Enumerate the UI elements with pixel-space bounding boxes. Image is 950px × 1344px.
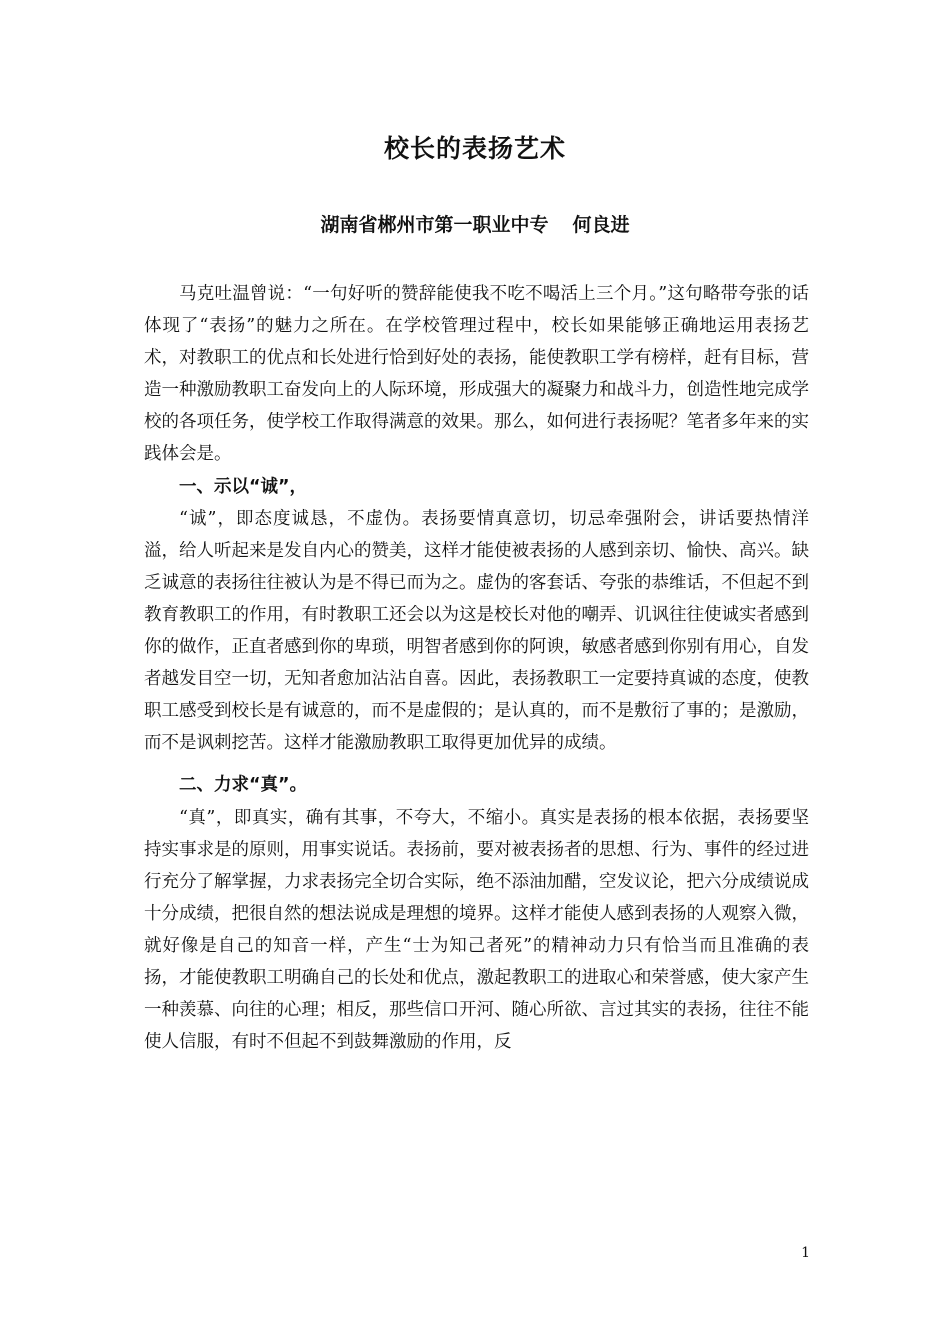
section-1-paragraph: “诚”，即态度诚恳，不虚伪。表扬要情真意切，切忌牵强附会，讲话要热情洋溢，给人听起来是发自内心的赞美，这样才能使被表扬的人感到亲切、愉快、高兴。缺乏诚意的表扬往往被认为是不得已而为之。虚伪的客套话、夸张的恭维话，不但起不到教育教职工的作用，有时教职工还会以为这是校长对他的嘲弄、讥讽往往使诚实者感到你的做作，正直者感到你的卑琐，明智者感到你的阿谀，敏感者感到你别有用心，自发者越发目空一切，无知者愈加沾沾自喜。因此，表扬教职工一定要持真诚的态度，使教职工感受到校长是有诚意的，而不是虚假的；是认真的，而不是敷衍了事的；是激励，而不是讽刺挖苦。这样才能激励教职工取得更加优异的成绩。 <box>144 508 809 754</box>
section-2-paragraph: “真”，即真实，确有其事，不夸大，不缩小。真实是表扬的根本依据，表扬要坚持实事求是的原则，用事实说话。表扬前，要对被表扬者的思想、行为、事件的经过进行充分了解掌握，力求表扬完全切合实际，绝不添油加醋，空发议论，把六分成绩说成十分成绩，把很自然的想法说成是理想的境界。这样才能使人感到表扬的人观察入微，就好像是自己的知音一样，产生“士为知己者死”的精神动力只有恰当而且准确的表扬，才能使教职工明确自己的长处和优点，激起教职工的进取心和荣誉感，使大家产生一种羡慕、向往的心理；相反，那些信口开河、随心所欲、言过其实的表扬，往往不能使人信服，有时不但起不到鼓舞激励的作用，反 <box>144 807 809 1053</box>
author-name: 何良进 <box>572 214 630 236</box>
author-line <box>0 210 950 240</box>
section-1-heading: 一、示以“诚”， <box>179 476 308 497</box>
intro-paragraph: 马克吐温曾说：“一句好听的赞辞能使我不吃不喝活上三个月。”这句略带夸张的话体现了“表扬”的魅力之所在。在学校管理过程中，校长如果能够正确地运用表扬艺术，对教职工的优点和长处进行恰到好处的表扬，能使教职工学有榜样，赶有目标，营造一种激励教职工奋发向上的人际环境，形成强大的凝聚力和战斗力，创造性地完成学校的各项任务，使学校工作取得满意的效果。那么，如何进行表扬呢？笔者多年来的实践体会是。 <box>144 284 809 465</box>
document-body <box>144 278 809 1058</box>
document-title: 校长的表扬艺术 <box>383 134 566 163</box>
section-2-heading: 二、力求“真”。 <box>179 775 308 796</box>
author-organization: 湖南省郴州市第一职业中专 <box>320 214 549 236</box>
page-number: 1 <box>801 1245 810 1261</box>
